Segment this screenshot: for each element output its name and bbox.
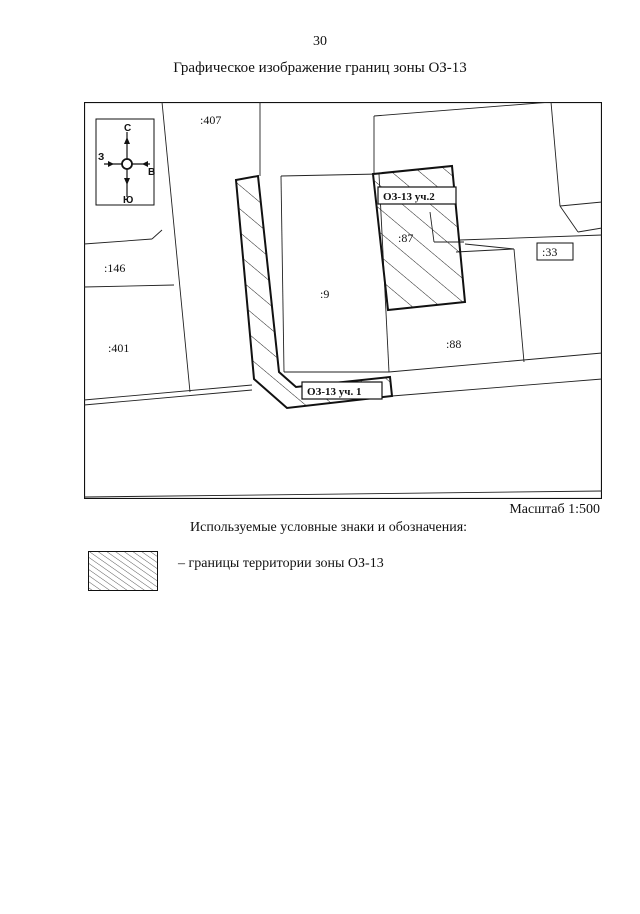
compass-center-icon: [122, 159, 132, 169]
page-title: Графическое изображение границ зоны ОЗ-13: [173, 60, 467, 76]
zone-1-label: ОЗ-13 уч. 1: [307, 386, 362, 398]
legend-item-text: – границы территории зоны ОЗ-13: [178, 556, 384, 571]
legend-heading: Используемые условные знаки и обозначения:: [190, 520, 468, 535]
compass-east-letter: В: [148, 167, 156, 178]
parcel-label-9: :9: [320, 287, 330, 301]
map-frame: [85, 103, 602, 499]
zone-map: [84, 102, 602, 499]
compass-west-letter: З: [98, 152, 105, 163]
parcel-33-box: [537, 243, 573, 260]
parcel-label-146: :146: [104, 261, 126, 275]
legend-hatch-swatch: [88, 551, 158, 591]
zone-1-label-box: [302, 382, 382, 399]
map-scale: Масштаб 1:500: [509, 502, 600, 517]
zone-2-label: ОЗ-13 уч.2: [383, 191, 435, 203]
parcel-label-407: :407: [200, 113, 222, 127]
compass-north-letter: С: [124, 123, 132, 134]
parcel-label-401: :401: [108, 341, 130, 355]
parcel-label-87: :87: [398, 231, 414, 245]
parcel-label-88: :88: [446, 337, 462, 351]
page-number: 30: [313, 34, 327, 49]
zone-2-label-box: [378, 187, 456, 204]
compass-rose: [96, 119, 155, 206]
parcel-label-33: :33: [542, 245, 558, 259]
compass-south-letter: Ю: [123, 195, 134, 206]
